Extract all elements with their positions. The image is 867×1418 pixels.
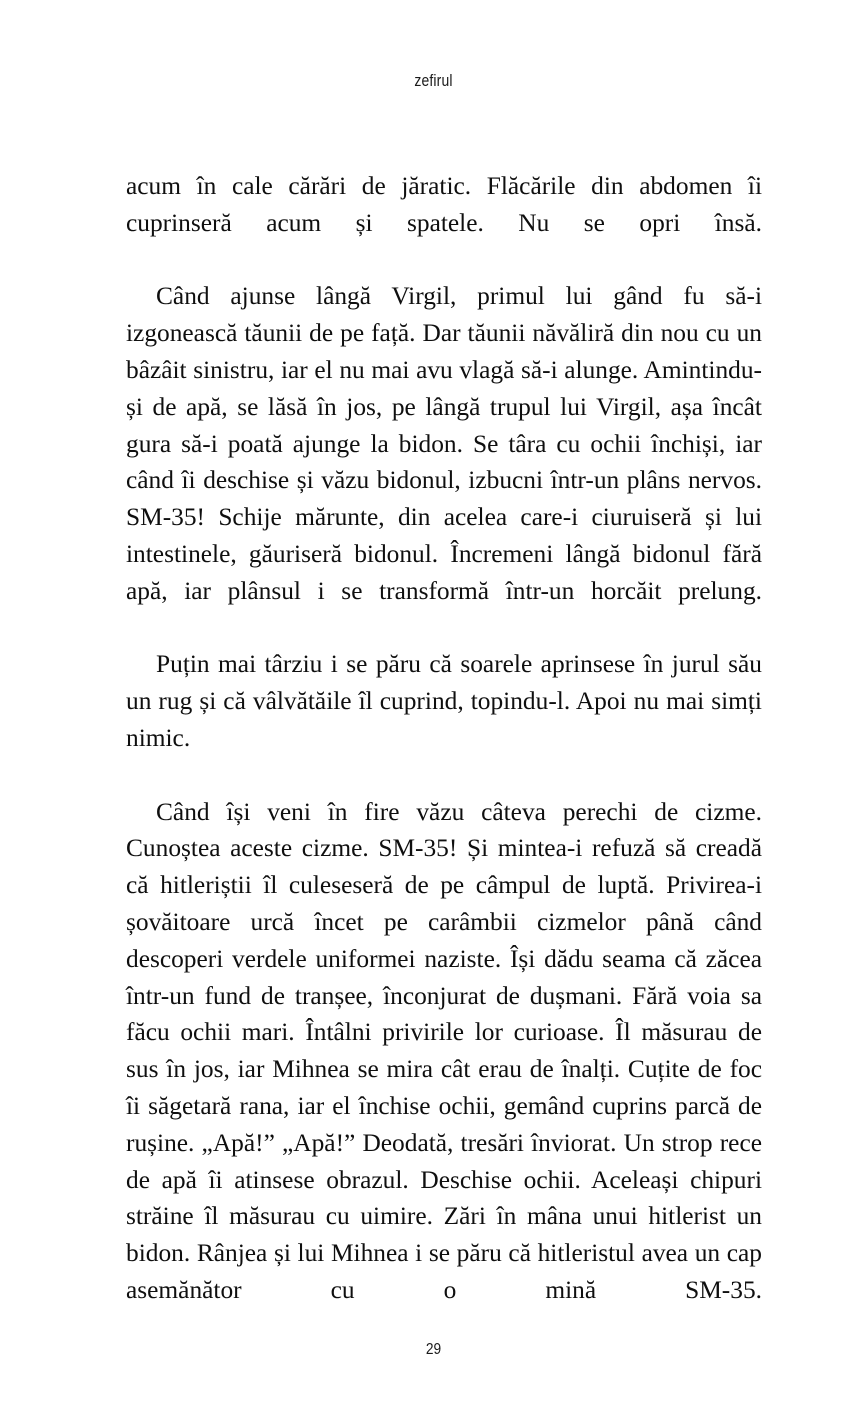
paragraph: Puțin mai târziu i se păru că soarele aprinsese în jurul său un rug și că vâlvătăile îl cuprind, topindu-l. Apoi nu mai simți nimic. [126,650,762,752]
page-number: 29 [425,1341,442,1358]
paragraph: acum în cale cărări de jăratic. Flăcările din abdomen îi cuprinseră acum și spatele. Nu se opri însă. [126,172,762,237]
body-text-block [126,168,762,1346]
running-header: zefirul [414,71,453,90]
paragraph: Când ajunse lângă Virgil, primul lui gând fu să-i izgonească tăunii de pe față. Dar tăunii năvăliră din nou cu un bâzâit sinistru, iar el nu mai avu vlagă să-i alunge. Amintindu-și de apă, se lăsă în jos, pe lângă trupul lui Virgil, așa încât gura să-i poată ajunge la bidon. Se târa cu ochii închiși, iar când îi deschise și văzu bidonul, izbucni într-un plâns nervos. SM-35! Schije mărunte, din acelea care-i ciuruiseră și lui intestinele, găuriseră bidonul. Încremeni lângă bidonul fără apă, iar plânsul i se transformă într-un horcăit prelung. [126,282,762,605]
paragraph: Când își veni în fire văzu câteva perechi de cizme. Cunoștea aceste cizme. SM-35! Și mintea-i refuză să creadă că hitleriștii îl culeseseră de pe câmpul de luptă. Privirea-i șovăitoare urcă încet pe carâmbii cizmelor până când descoperi verdele uniformei naziste. Își dădu seama că zăcea într-un fund de tranșee, înconjurat de dușmani. Fără voia sa făcu ochii mari. Întâlni privirile lor curioase. Îl măsurau de sus în jos, iar Mihnea se mira cât erau de înalți. Cuțite de foc îi săgetară rana, iar el închise ochii, gemând cuprins parcă de rușine. „Apă!” „Apă!” Deodată, tresări înviorat. Un strop rece de apă îi atinsese obrazul. Deschise ochii. Aceleași chipuri străine îl măsurau cu uimire. Zări în mâna unui hitlerist un bidon. Rânjea și lui Mihnea i se păru că hitleristul avea un cap asemănător cu o mină SM-35. [126,797,762,1304]
